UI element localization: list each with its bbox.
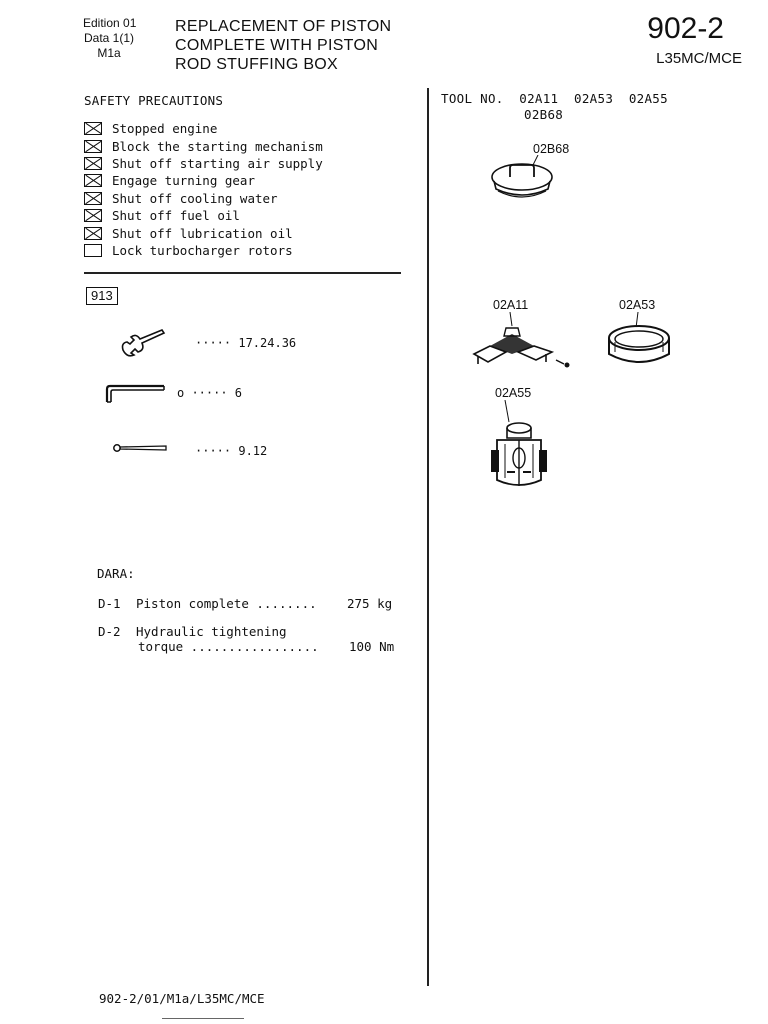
- safety-item-label: Lock turbocharger rotors: [112, 242, 293, 258]
- data-row-value: 275 kg: [347, 596, 393, 611]
- safety-item-label: Shut off starting air supply: [112, 155, 323, 171]
- tool-label-02a53: 02A53: [619, 298, 656, 312]
- tool-label-02a55: 02A55: [495, 386, 532, 400]
- safety-list: [84, 120, 323, 259]
- checkbox-checked-icon: [84, 157, 102, 170]
- ring-icon: [604, 312, 674, 370]
- safety-item: [84, 137, 323, 154]
- reference-number: 913: [86, 287, 118, 305]
- hex-key-icon: [100, 384, 166, 406]
- checkbox-checked-icon: [84, 140, 102, 153]
- footer-rule: [162, 1018, 244, 1019]
- safety-title: SAFETY PRECAUTIONS: [84, 93, 224, 108]
- tool-no-line-1: TOOL NO. 02A11 02A53 02A55: [441, 91, 668, 106]
- data-row-id: D-1: [98, 596, 121, 611]
- safety-item: [84, 207, 323, 224]
- data-label: Data 1(1): [83, 31, 135, 45]
- checkbox-empty-icon: [84, 244, 102, 257]
- safety-divider: [84, 272, 401, 274]
- lifting-tool-icon: [470, 312, 576, 370]
- pin-icon: [112, 443, 168, 453]
- data-row-text-2: torque .................: [138, 639, 319, 654]
- tool-label-02b68: 02B68: [533, 142, 570, 156]
- header-meta: [83, 16, 135, 61]
- safety-item: [84, 242, 323, 259]
- safety-item: [84, 172, 323, 189]
- checkbox-checked-icon: [84, 227, 102, 240]
- safety-item-label: Block the starting mechanism: [112, 138, 323, 154]
- tool-label-02a11: 02A11: [493, 298, 529, 312]
- wrench-icon: [118, 328, 170, 358]
- engine-type: L35MC/MCE: [656, 50, 742, 67]
- safety-item: [84, 224, 323, 241]
- edition-label: Edition 01: [83, 16, 137, 30]
- document-number: 902-2: [647, 12, 724, 45]
- safety-item: [84, 190, 323, 207]
- data-row-value: 100 Nm: [349, 639, 395, 654]
- code-label: M1a: [97, 46, 121, 60]
- data-row-1: [98, 596, 398, 612]
- checkbox-checked-icon: [84, 209, 102, 222]
- tool-size-1: ····· 17.24.36: [195, 336, 297, 350]
- safety-item-label: Engage turning gear: [112, 173, 255, 189]
- column-divider: [427, 88, 429, 986]
- safety-item-label: Shut off fuel oil: [112, 208, 240, 224]
- data-title: DARA:: [97, 566, 135, 581]
- data-row-id: D-2: [98, 624, 121, 639]
- title-line-3: ROD STUFFING BOX: [175, 56, 339, 73]
- tool-size-3: ····· 9.12: [195, 444, 268, 458]
- sleeve-tool-icon: [485, 400, 553, 492]
- safety-item: [84, 155, 323, 172]
- checkbox-checked-icon: [84, 192, 102, 205]
- cap-icon: [486, 155, 558, 205]
- safety-item-label: Shut off lubrication oil: [112, 225, 293, 241]
- document-title: [175, 17, 391, 74]
- data-row-2: [98, 624, 398, 658]
- tool-no-line-2: 02B68: [524, 107, 564, 122]
- safety-item: [84, 120, 323, 137]
- checkbox-checked-icon: [84, 174, 102, 187]
- checkbox-checked-icon: [84, 122, 102, 135]
- safety-item-label: Stopped engine: [112, 121, 218, 137]
- safety-item-label: Shut off cooling water: [112, 190, 278, 206]
- data-row-text: Piston complete ........: [136, 596, 317, 611]
- footer-code: 902-2/01/M1a/L35MC/MCE: [99, 991, 265, 1006]
- tool-size-2: o ····· 6: [177, 386, 243, 400]
- title-line-2: COMPLETE WITH PISTON: [175, 37, 379, 54]
- data-row-text: Hydraulic tightening: [136, 624, 287, 639]
- title-line-1: REPLACEMENT OF PISTON: [175, 18, 392, 35]
